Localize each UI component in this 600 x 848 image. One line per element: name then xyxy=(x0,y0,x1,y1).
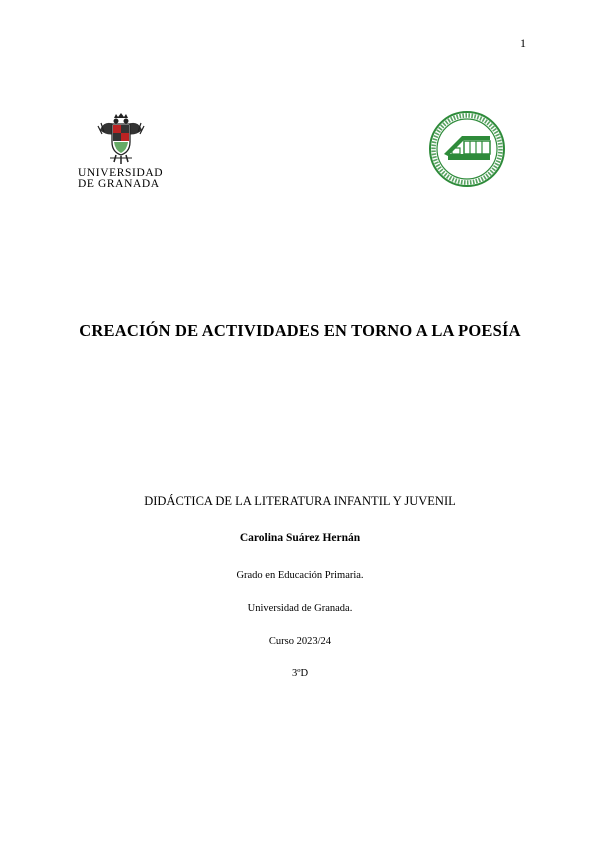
author-name: Carolina Suárez Hernán xyxy=(239,532,361,544)
document-title: CREACIÓN DE ACTIVIDADES EN TORNO A LA POESÍA xyxy=(79,321,521,340)
ugr-crest-icon xyxy=(96,112,146,166)
university-name-line1: UNIVERSIDAD xyxy=(78,167,164,179)
page-number: 1 xyxy=(520,36,526,50)
university-name-line2: DE GRANADA xyxy=(78,178,160,190)
class-group: 3ºD xyxy=(291,668,309,679)
university-logo xyxy=(76,112,166,190)
faculty-of-education-seal-icon xyxy=(428,110,506,188)
course-year: Curso 2023/24 xyxy=(268,636,332,647)
university-line: Universidad de Granada. xyxy=(247,603,353,614)
subject-name: DIDÁCTICA DE LA LITERATURA INFANTIL Y JUVENIL xyxy=(144,494,456,508)
degree-name: Grado en Educación Primaria. xyxy=(236,570,364,581)
university-name xyxy=(78,168,166,190)
